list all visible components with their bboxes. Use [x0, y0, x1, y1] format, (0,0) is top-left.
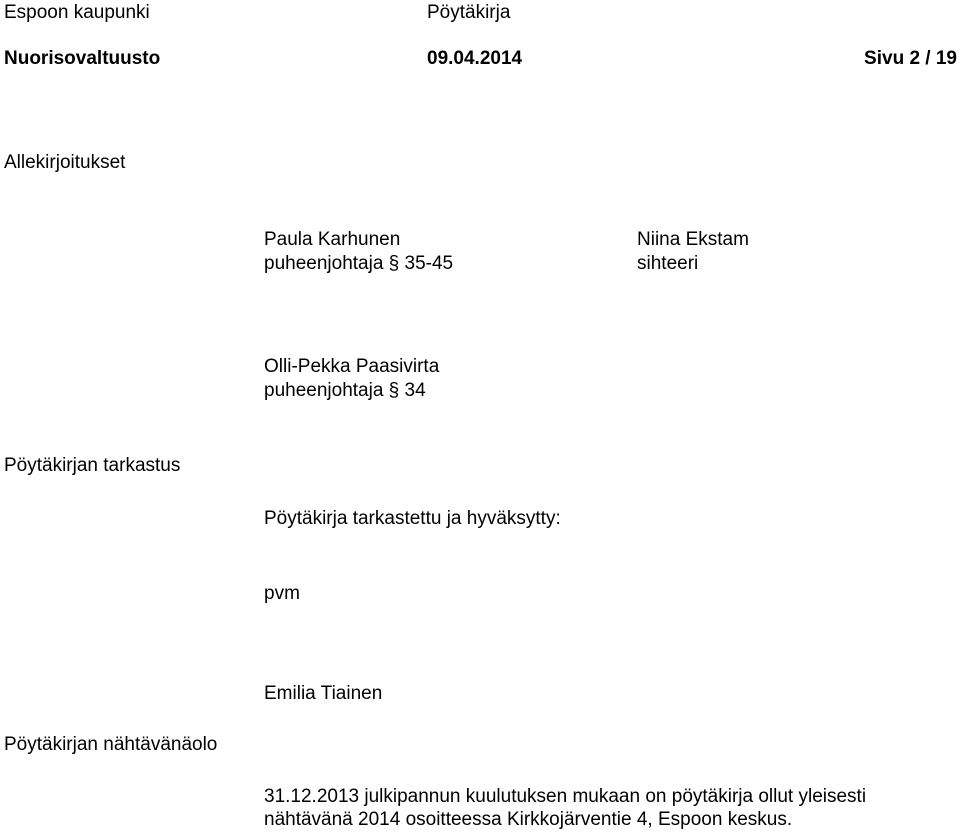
signature-block	[264, 228, 453, 276]
body-name: Nuorisovaltuusto	[4, 48, 161, 69]
review-statement: Pöytäkirja tarkastettu ja hyväksytty:	[264, 508, 561, 529]
display-line: 31.12.2013 julkipannun kuulutuksen mukaan on pöytäkirja ollut yleisesti	[264, 786, 867, 807]
signature-block	[264, 355, 439, 403]
signer-name: Paula Karhunen	[264, 229, 401, 250]
display-line: nähtävänä 2014 osoitteessa Kirkkojärventie 4, Espoon keskus.	[264, 809, 793, 830]
display-statement	[264, 785, 866, 831]
signer-name: Olli-Pekka Paasivirta	[264, 356, 440, 377]
signer-role: puheenjohtaja § 34	[264, 380, 426, 401]
signer-role: puheenjohtaja § 35-45	[264, 253, 454, 274]
signature-block	[637, 228, 749, 276]
review-date-label: pvm	[264, 583, 300, 604]
review-heading: Pöytäkirjan tarkastus	[4, 455, 181, 476]
page-number: Sivu 2 / 19	[864, 48, 957, 69]
reviewer-name: Emilia Tiainen	[264, 683, 383, 704]
signer-role: sihteeri	[637, 253, 699, 274]
display-heading: Pöytäkirjan nähtävänäolo	[4, 734, 218, 755]
organization-name: Espoon kaupunki	[4, 2, 150, 23]
signer-name: Niina Ekstam	[637, 229, 749, 250]
signatures-heading: Allekirjoitukset	[4, 152, 126, 173]
document-type: Pöytäkirja	[427, 2, 511, 23]
meeting-date: 09.04.2014	[427, 48, 523, 69]
